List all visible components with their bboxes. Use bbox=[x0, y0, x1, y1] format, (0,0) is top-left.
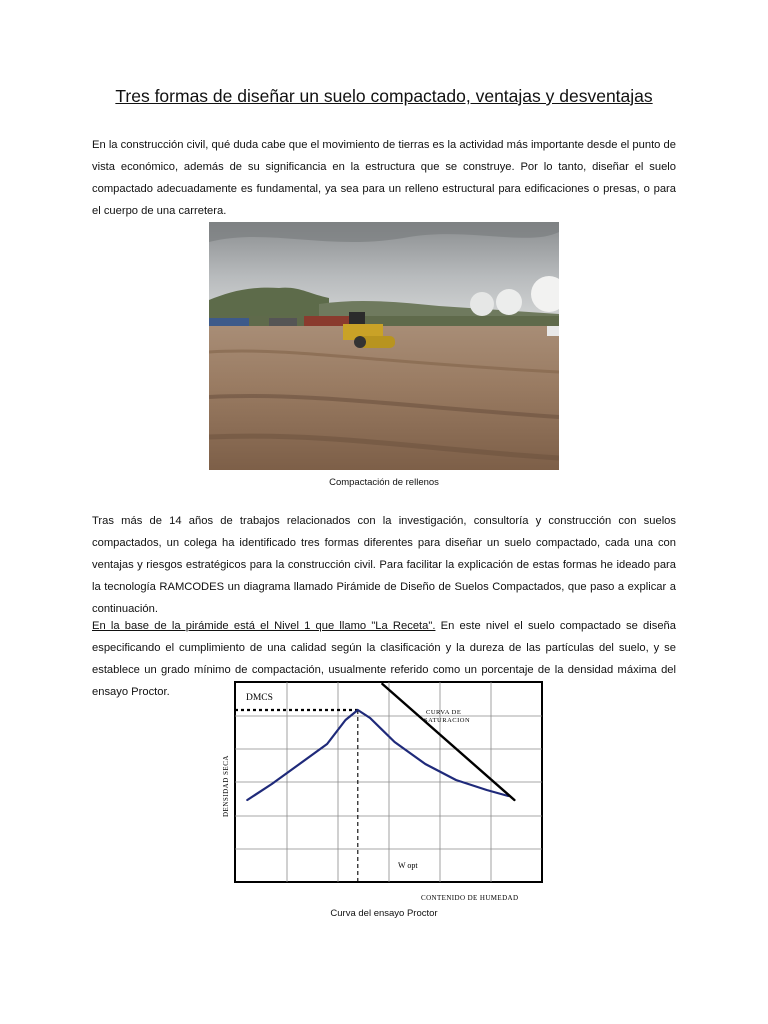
proctor-chart bbox=[218, 680, 548, 904]
wopt-label: W opt bbox=[398, 861, 418, 870]
level-1-text: En este nivel el suelo compactado se diseña especificando el cumplimiento de una calidad según la clasificación y la dureza de las partículas del suelo, y se establece un grado mínimo de compactación, usualmente referido como un porcentaje de la densidad máxima del ensayo Proctor. bbox=[92, 620, 676, 698]
saturation-label-line2: SATURACION bbox=[424, 717, 471, 724]
chart-caption: Curva del ensayo Proctor bbox=[330, 908, 438, 919]
paragraph-context: Tras más de 14 años de trabajos relacionados con la investigación, consultoría y construcción con suelos compactados, un colega ha identificado tres formas diferentes para diseñar un suelo compactado, cada una con ventajas y riesgos estratégicos para la construcción civil. Para facilitar la explicación de estas formas he ideado para la tecnología RAMCODES un diagrama llamado Pirámide de Diseño de Suelos Compactados, que paso a explicar a continuación. bbox=[92, 515, 676, 615]
x-axis-label: CONTENIDO DE HUMEDAD bbox=[421, 894, 519, 902]
document-title: Tres formas de diseñar un suelo compactado, ventajas y desventajas bbox=[115, 86, 653, 106]
y-axis-label: DENSIDAD SECA bbox=[222, 755, 230, 817]
photo-caption: Compactación de rellenos bbox=[329, 477, 439, 488]
paragraph-intro: En la construcción civil, qué duda cabe que el movimiento de tierras es la actividad más importante desde el punto de vista económico, además de su significancia en la estructura que se construye. Por lo tanto, diseñar el suelo compactado adecuadamente es fundamental, ya sea para un relleno estructural para edificaciones o presas, o para el cuerpo de una carretera. bbox=[92, 139, 676, 217]
level-1-heading: En la base de la pirámide está el Nivel 1 que llamo "La Receta". bbox=[92, 620, 436, 632]
compaction-photo bbox=[209, 222, 559, 470]
saturation-label-line1: CURVA DE bbox=[426, 709, 462, 716]
dmcs-label: DMCS bbox=[246, 693, 273, 703]
